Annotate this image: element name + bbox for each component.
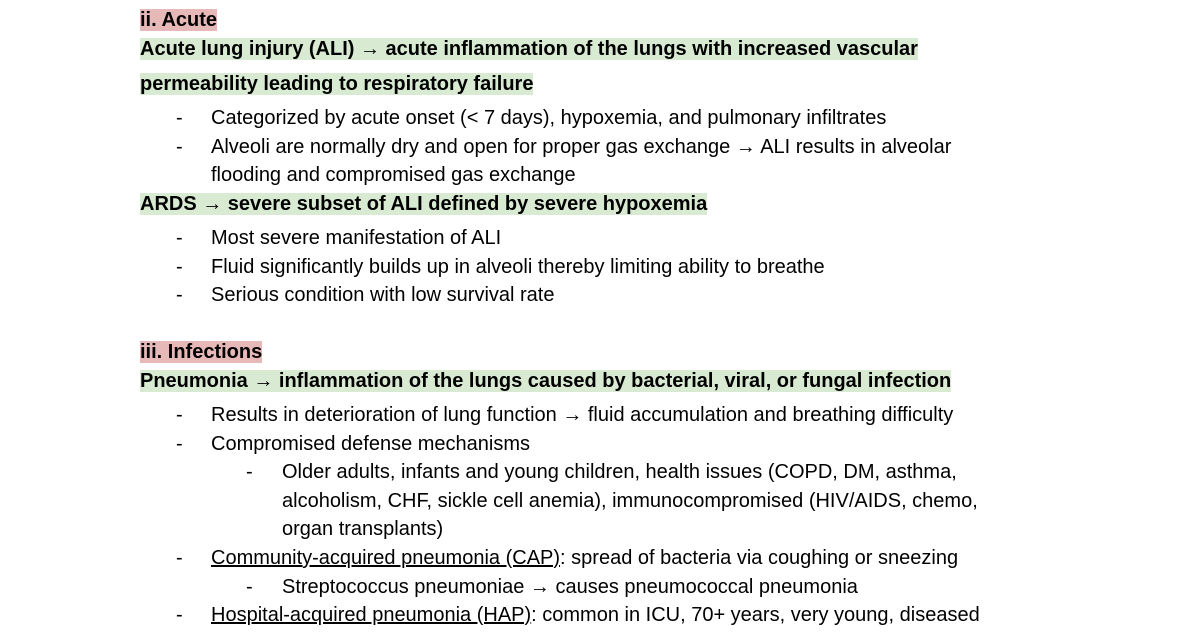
list-item-hap <box>211 601 980 629</box>
bullet-dash: - <box>176 604 183 626</box>
list-item: Most severe manifestation of ALI <box>211 227 502 249</box>
hap-term: Hospital-acquired pneumonia (HAP) <box>211 604 532 626</box>
ali-definition-line-1: Acute lung injury (ALI) → acute inflammation of the lungs with increased vascular <box>140 38 918 60</box>
list-item: Results in deterioration of lung function → fluid accumulation and breathing difficulty <box>211 404 954 426</box>
bullet-dash: - <box>176 227 183 249</box>
sub-list-item-continuation: organ transplants) <box>282 518 444 540</box>
bullet-dash: - <box>176 433 183 455</box>
pneumonia-heading: Pneumonia → inflammation of the lungs caused by bacterial, viral, or fungal infection <box>140 370 952 392</box>
cap-term: Community-acquired pneumonia (CAP) <box>211 547 561 569</box>
list-item-continuation: flooding and compromised gas exchange <box>211 164 576 186</box>
bullet-dash: - <box>176 107 183 129</box>
section-heading-infections: iii. Infections <box>140 341 263 363</box>
list-item: Categorized by acute onset (< 7 days), hypoxemia, and pulmonary infiltrates <box>211 107 887 129</box>
section-heading-acute: ii. Acute <box>140 9 218 31</box>
list-item: Fluid significantly builds up in alveoli thereby limiting ability to breathe <box>211 256 825 278</box>
sub-list-item: Streptococcus pneumoniae → causes pneumococcal pneumonia <box>282 576 858 598</box>
bullet-dash: - <box>176 404 183 426</box>
ards-heading: ARDS → severe subset of ALI defined by severe hypoxemia <box>140 193 708 215</box>
list-item: Compromised defense mechanisms <box>211 433 531 455</box>
bullet-dash: - <box>176 284 183 306</box>
sub-bullet-dash: - <box>246 461 253 483</box>
ali-definition-line-2: permeability leading to respiratory failure <box>140 73 534 95</box>
hap-description: : common in ICU, 70+ years, very young, diseased <box>531 604 980 626</box>
cap-description: : spread of bacteria via coughing or sneezing <box>560 547 959 569</box>
sub-list-item-continuation: alcoholism, CHF, sickle cell anemia), immunocompromised (HIV/AIDS, chemo, <box>282 490 978 512</box>
list-item-cap <box>211 544 958 572</box>
bullet-dash: - <box>176 256 183 278</box>
sub-bullet-dash: - <box>246 576 253 598</box>
bullet-dash: - <box>176 547 183 569</box>
list-item: Alveoli are normally dry and open for proper gas exchange → ALI results in alveolar <box>211 136 952 158</box>
bullet-dash: - <box>176 136 183 158</box>
sub-list-item: Older adults, infants and young children, health issues (COPD, DM, asthma, <box>282 461 957 483</box>
list-item: Serious condition with low survival rate <box>211 284 555 306</box>
